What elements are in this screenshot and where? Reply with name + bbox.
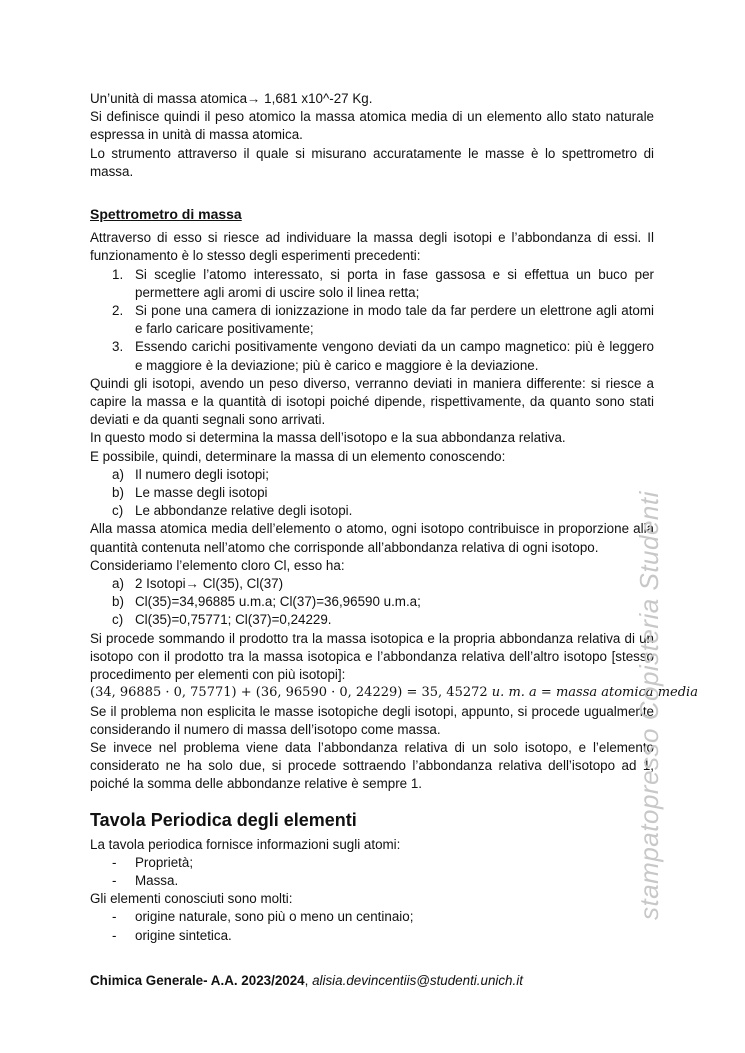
intro-p2: Si definisce quindi il peso atomico la massa atomica media di un elemento allo stato naturale espressa in unità di massa atomica. xyxy=(90,109,654,143)
spettrometro-p9: Se invece nel problema viene data l’abbondanza relativa di un solo isotopo, e l’elemento considerato ne ha solo due, si procede sottraendo l’abbondanza relativa dell’isotopo ad 1, poiché la somma delle abbondanze relative è sempre 1. xyxy=(90,739,654,792)
footer-separator: , xyxy=(304,973,313,988)
formula-main: (34, 96885 · 0, 75771) + (36, 96590 · 0, 24229) = 35, 45272 xyxy=(90,685,488,701)
spettrometro-p2: Quindi gli isotopi, avendo un peso diverso, verranno deviati in maniera differente: si riesce a capire la massa e la quantità di isotopi poiché dipende, rispettivamente, da quanto sono stati deviati e da quanti segnali sono arrivati. xyxy=(90,375,654,428)
list-item: - Massa. xyxy=(112,872,179,888)
footer-email: alisia.devincentiis@studenti.unich.it xyxy=(312,973,523,988)
list-item: a) Il numero degli isotopi; xyxy=(112,466,269,482)
formula-result: u. m. a = massa atomica media xyxy=(487,685,698,701)
list-item: 3. Essendo carichi positivamente vengono deviati da un campo magnetico: più è leggero e maggiore è la deviazione; più è carico e maggiore è la deviazione. xyxy=(112,339,654,373)
list-item: a) 2 Isotopi→ Cl(35), Cl(37) xyxy=(112,576,284,592)
section-heading-tavola: Tavola Periodica degli elementi xyxy=(90,809,357,830)
list-item: 2. Si pone una camera di ionizzazione in modo tale da far perdere un elettrone agli atomi e farlo caricare positivamente; xyxy=(112,303,654,337)
origins-list xyxy=(90,908,654,944)
list-item: - Proprietà; xyxy=(112,854,194,870)
document-page xyxy=(90,90,698,945)
known-list xyxy=(90,466,654,521)
spettrometro-p1: Attraverso di esso si riesce ad individuare la massa degli isotopi e l’abbondanza di essi. Il funzionamento è lo stesso degli esperimenti precedenti: xyxy=(90,230,654,264)
intro-p3: Lo strumento attraverso il quale si misurano accuratamente le masse è lo spettrometro di massa. xyxy=(90,145,654,179)
list-item: b) Cl(35)=34,96885 u.m.a; Cl(37)=36,96590 u.m.a; xyxy=(112,594,421,610)
tavola-p1: La tavola periodica fornisce informazioni sugli atomi: xyxy=(90,836,401,852)
watermark: stampatopresso Copisteria Studenti xyxy=(634,491,664,920)
intro-p1: Un’unità di massa atomica→ 1,681 x10^-27 Kg. xyxy=(90,91,373,106)
list-item: - origine sintetica. xyxy=(112,927,232,943)
footer-course: Chimica Generale- A.A. 2023/2024 xyxy=(90,973,305,988)
tavola-p2: Gli elementi conosciuti sono molti: xyxy=(90,891,293,907)
formula xyxy=(90,684,698,702)
spettrometro-p7: Si procede sommando il prodotto tra la massa isotopica e la propria abbondanza relativa di un isotopo con il prodotto tra la massa isotopica e l’abbondanza relativa dell’altro isotopo [stesso procedimento per elementi con più isotopi]: xyxy=(90,630,654,683)
steps-list xyxy=(90,266,654,375)
spettrometro-p8: Se il problema non esplicita le masse isotopiche degli isotopi, appunto, si procede ugualmente considerando il numero di massa dell’isotopo come massa. xyxy=(90,703,654,737)
list-item: 1. Si sceglie l’atomo interessato, si porta in fase gassosa e si effettua un buco per permettere agli aromi di uscire solo il linea retta; xyxy=(112,266,654,300)
list-item: c) Cl(35)=0,75771; Cl(37)=0,24229. xyxy=(112,612,332,628)
spettrometro-p3: In questo modo si determina la massa dell’isotopo e la sua abbondanza relativa. xyxy=(90,430,566,446)
cloro-list xyxy=(90,575,654,630)
list-item: c) Le abbondanze relative degli isotopi. xyxy=(112,503,353,519)
info-list xyxy=(90,854,654,890)
list-item: - origine naturale, sono più o meno un centinaio; xyxy=(112,909,414,925)
spettrometro-p5: Alla massa atomica media dell’elemento o atomo, ogni isotopo contribuisce in proporzione alla quantità contenuta nell’atomo che corrisponde all’abbondanza relativa di ogni isotopo. xyxy=(90,521,654,555)
spettrometro-p4: E possibile, quindi, determinare la massa di un elemento conoscendo: xyxy=(90,448,506,464)
section-heading-spettrometro: Spettrometro di massa xyxy=(90,206,242,223)
list-item: b) Le masse degli isotopi xyxy=(112,485,268,501)
page-footer xyxy=(90,972,523,990)
spettrometro-p6: Consideriamo l’elemento cloro Cl, esso ha: xyxy=(90,557,345,573)
